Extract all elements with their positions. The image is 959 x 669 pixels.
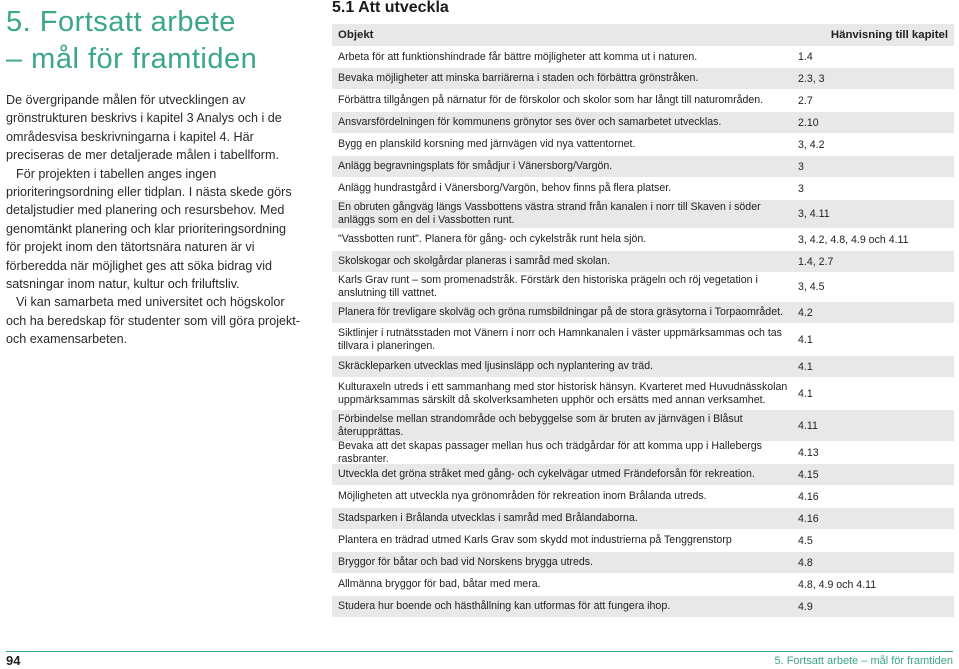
row-reference: 4.1 bbox=[798, 360, 813, 373]
row-reference: 3, 4.5 bbox=[798, 281, 825, 293]
row-reference: 4.1 bbox=[798, 387, 813, 400]
chapter-title bbox=[6, 4, 306, 78]
row-reference: 3, 4.2 bbox=[798, 138, 825, 151]
row-reference: 4.5 bbox=[798, 534, 813, 547]
row-reference: 4.1 bbox=[798, 333, 813, 346]
row-reference: 4.16 bbox=[798, 512, 819, 525]
row-reference: 4.11 bbox=[798, 419, 818, 432]
row-reference: 4.13 bbox=[798, 446, 819, 459]
row-objekt: Karls Grav runt – som promenadstråk. Förstärk den historiska prägeln och röj vegetation i anslutning till vattnet. bbox=[338, 274, 758, 299]
row-objekt: Siktlinjer i rutnätsstaden mot Vänern i norr och Hamnkanalen i väster uppmärksammas och tas tillvara i planeringen. bbox=[338, 326, 782, 352]
table-row bbox=[332, 229, 954, 250]
running-title: 5. Fortsatt arbete – mål för framtiden bbox=[774, 655, 953, 667]
table-row bbox=[332, 530, 954, 551]
table-row bbox=[332, 112, 954, 133]
intro-text bbox=[6, 91, 302, 349]
section-title: 5.1 Att utveckla bbox=[332, 0, 449, 16]
row-reference: 3 bbox=[798, 160, 804, 173]
table-row bbox=[332, 574, 954, 595]
row-reference: 4.8 bbox=[798, 556, 813, 569]
row-reference: 4.15 bbox=[798, 468, 819, 481]
row-objekt: Bryggor för båtar och bad vid Norskens brygga utreds. bbox=[338, 556, 593, 568]
table-header bbox=[332, 24, 954, 46]
row-objekt: Skräckleparken utvecklas med ljusinsläpp och nyplantering av träd. bbox=[338, 360, 654, 372]
row-objekt: Skolskogar och skolgårdar planeras i samråd med skolan. bbox=[338, 255, 611, 267]
chapter-title-line2: – mål för framtiden bbox=[6, 43, 258, 75]
row-objekt: Studera hur boende och hästhållning kan utformas för att fungera ihop. bbox=[338, 600, 671, 612]
row-reference: 4.9 bbox=[798, 600, 813, 613]
row-reference: 4.2 bbox=[798, 306, 813, 319]
row-reference: 2.7 bbox=[798, 94, 813, 107]
footer-divider bbox=[6, 651, 953, 652]
table-row bbox=[332, 251, 954, 272]
table-row bbox=[332, 356, 954, 377]
table-row bbox=[332, 439, 954, 465]
table-row bbox=[332, 47, 954, 67]
row-reference: 3, 4.2, 4.8, 4.9 och 4.11 bbox=[798, 233, 909, 246]
row-objekt: Bevaka möjligheter att minska barriärerna i staden och förbättra grönstråken. bbox=[338, 72, 699, 84]
header-reference: Hänvisning till kapitel bbox=[830, 29, 948, 41]
table-body bbox=[332, 47, 954, 617]
row-reference: 1.4, 2.7 bbox=[798, 255, 834, 268]
table-row bbox=[332, 302, 954, 323]
row-reference: 3, 4.11 bbox=[798, 208, 830, 220]
table-row bbox=[332, 378, 954, 409]
row-reference: 2.10 bbox=[798, 116, 819, 129]
row-objekt: Bygg en planskild korsning med järnvägen vid nya vattentornet. bbox=[338, 138, 636, 150]
table-row bbox=[332, 596, 954, 617]
intro-paragraph-2: För projekten i tabellen anges ingen prioriteringsordning eller tidplan. I nästa skede görs detaljstudier med planering och resursbehov. Med genomtänkt planering och klar prioriteringsordning för projekt inom den tätortsnära naturen är vi förberedda när möjlighet ges att söka bidrag vid satsningar inom natur, kultur och friluftsliv. bbox=[6, 166, 292, 292]
table-row bbox=[332, 68, 954, 89]
table-row bbox=[332, 486, 954, 507]
intro-paragraph-3: Vi kan samarbeta med universitet och högskolor och ha beredskap för studenter som vill göra projekt- och examensarbeten. bbox=[6, 295, 301, 347]
row-objekt: Utveckla det gröna stråket med gång- och cykelvägar utmed Frändeforsån för rekreation. bbox=[338, 468, 755, 480]
row-reference: 1.4 bbox=[798, 51, 813, 63]
row-objekt: Förbindelse mellan strandområde och bebyggelse som är bruten av järnvägen i Blåsut återupprättas. bbox=[338, 412, 743, 438]
chapter-title-line1: 5. Fortsatt arbete bbox=[6, 6, 236, 38]
row-objekt: Förbättra tillgången på närnatur för de förskolor och skolor som har långt till naturområden. bbox=[338, 94, 764, 106]
row-reference: 2.3, 3 bbox=[798, 72, 825, 85]
row-objekt: Anlägg hundrastgård i Vänersborg/Vargön, behov finns på flera platser. bbox=[338, 182, 672, 194]
row-objekt: Anlägg begravningsplats för smådjur i Vänersborg/Vargön. bbox=[338, 160, 613, 172]
table-row bbox=[332, 324, 954, 355]
row-objekt: Möjligheten att utveckla nya grönområden för rekreation inom Brålanda utreds. bbox=[338, 490, 707, 502]
row-objekt: Ansvarsfördelningen för kommunens grönytor ses över och samarbetet utvecklas. bbox=[338, 116, 722, 128]
table-row bbox=[332, 508, 954, 529]
row-reference: 4.8, 4.9 och 4.11 bbox=[798, 578, 877, 591]
table-row bbox=[332, 200, 954, 228]
table-row bbox=[332, 178, 954, 199]
header-objekt: Objekt bbox=[338, 29, 374, 41]
row-objekt: Arbeta för att funktionshindrade får bättre möjligheter att komma ut i naturen. bbox=[338, 50, 698, 63]
table-row bbox=[332, 134, 954, 155]
row-objekt: Stadsparken i Brålanda utvecklas i samråd med Brålandaborna. bbox=[338, 512, 638, 524]
row-reference: 3 bbox=[798, 182, 804, 195]
table-row bbox=[332, 156, 954, 177]
row-objekt: Allmänna bryggor för bad, båtar med mera. bbox=[338, 578, 541, 590]
row-objekt: En obruten gångväg längs Vassbottens västra strand från kanalen i norr till Skaven i söder anläggs som en del i Vassbotten runt. bbox=[338, 201, 761, 226]
row-objekt: Planera för trevligare skolväg och gröna rumsbildningar på de stora gräsytorna i Torpaområdet. bbox=[338, 306, 783, 318]
table-row bbox=[332, 410, 954, 441]
goals-table bbox=[332, 24, 954, 617]
row-objekt: Plantera en trädrad utmed Karls Grav som skydd mot industrierna på Tenggrenstorp bbox=[338, 534, 732, 546]
intro-paragraph-1: De övergripande målen för utvecklingen av grönstrukturen beskrivs i kapitel 3 Analys och i de områdesvisa beskrivningarna i kapitel 4. Här preciseras de mer detaljerade målen i tabellform. bbox=[6, 93, 282, 163]
row-objekt: Bevaka att det skapas passager mellan hus och trädgårdar för att komma upp i Hallebergs rasbranter. bbox=[338, 439, 762, 465]
table-row bbox=[332, 552, 954, 573]
row-objekt: Kulturaxeln utreds i ett sammanhang med stor historisk hänsyn. Kvarteret med Huvudnässkolan uppmärksammas särskilt då skolverksamheten upphör och ersätts med annan verksamhet. bbox=[338, 380, 788, 406]
table-row bbox=[332, 273, 954, 301]
row-reference: 4.16 bbox=[798, 490, 819, 503]
row-objekt: "Vassbotten runt". Planera för gång- och cykelstråk runt hela sjön. bbox=[338, 233, 647, 245]
table-row bbox=[332, 90, 954, 111]
table-row bbox=[332, 464, 954, 485]
page-number: 94 bbox=[6, 653, 21, 668]
